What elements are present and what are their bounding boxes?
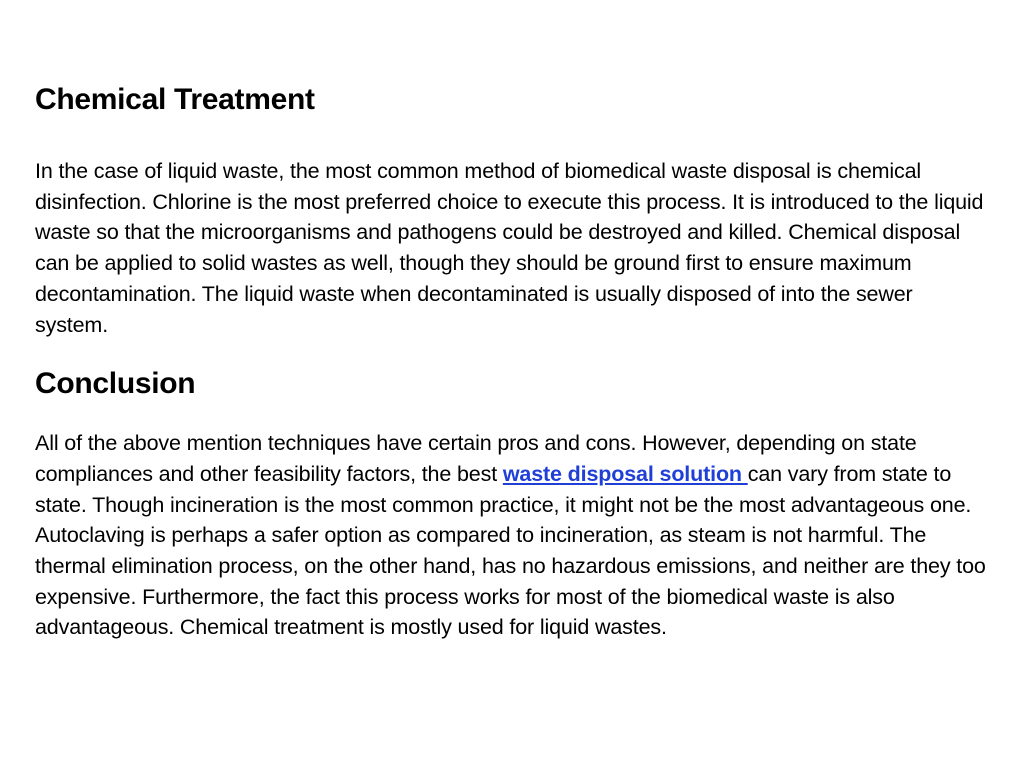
chemical-treatment-heading: Chemical Treatment <box>35 83 315 116</box>
waste-disposal-solution-link[interactable]: waste disposal solution <box>502 461 748 486</box>
chemical-treatment-paragraph: In the case of liquid waste, the most common method of biomedical waste disposal is chemical disinfection. Chlorine is the most preferred choice to execute this process. It is introduced to the liquid waste so that the microorganisms and pathogens could be destroyed and killed. Chemical disposal can be applied to solid wastes as well, though they should be ground first to ensure maximum decontamination. The liquid waste when decontaminated is usually disposed of into the sewer system. <box>35 159 984 337</box>
conclusion-paragraph <box>35 428 990 643</box>
conclusion-heading: Conclusion <box>35 367 196 401</box>
conclusion-text-after-link: can vary from state to state. Though incineration is the most common practice, it might not be the most advantageous one. Autoclaving is perhaps a safer option as compared to incineration, as steam is not harmful. The thermal elimination process, on the other hand, has no hazardous emissions, and neither are they too expensive. Furthermore, the fact this process works for most of the biomedical waste is also advantageous. Chemical treatment is mostly used for liquid wastes. <box>35 461 986 640</box>
conclusion-text-before-link: All of the above mention techniques have certain pros and cons. However, depending on state compliances and other feasibility factors, the best <box>35 431 917 486</box>
slide-content <box>35 78 990 643</box>
